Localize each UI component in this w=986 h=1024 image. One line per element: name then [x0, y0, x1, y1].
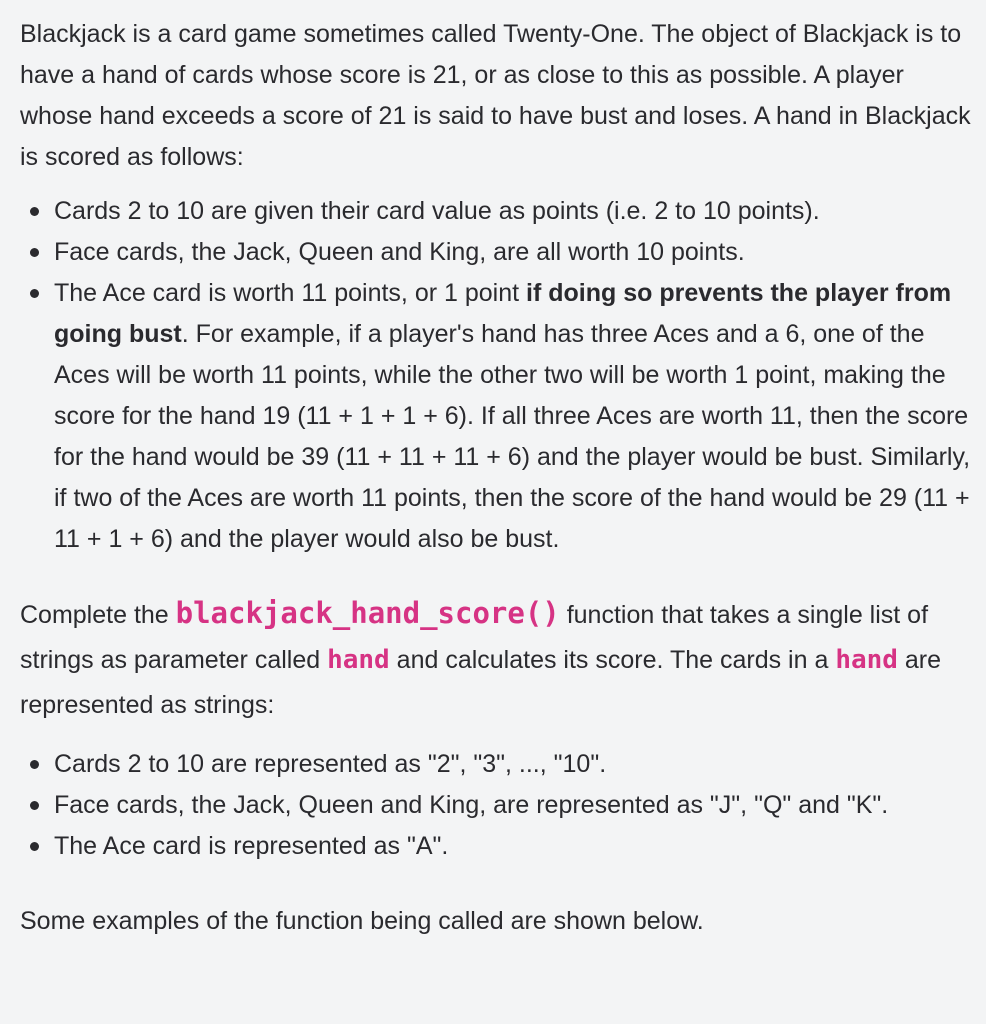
examples-intro: Some examples of the function being called are shown below. — [20, 907, 704, 935]
scoring-rules-list — [20, 191, 976, 560]
task-text: and calculates its score. The cards in a — [389, 646, 836, 674]
intro-paragraph: Blackjack is a card game sometimes called Twenty-One. The object of Blackjack is to have a hand of cards whose score is 21, or as close to this as possible. A player whose hand exceeds a score of 21 is said to have bust and loses. A hand in Blackjack is scored as follows: — [20, 20, 971, 171]
list-item: Cards 2 to 10 are represented as "2", "3", ..., "10". — [54, 744, 976, 785]
bold-emphasis: if doing so prevents the player from going bust — [54, 279, 952, 348]
task-text: Complete the — [20, 601, 176, 629]
list-item: Cards 2 to 10 are given their card value as points (i.e. 2 to 10 points). — [54, 191, 976, 232]
list-item: Face cards, the Jack, Queen and King, are all worth 10 points. — [54, 232, 976, 273]
list-item: Face cards, the Jack, Queen and King, are represented as "J", "Q" and "K". — [54, 785, 976, 826]
rule-text: . For example, if a player's hand has three Aces and a 6, one of the Aces will be worth 11 points, while the other two will be worth 1 point, making the score for the hand 19 (11 + 1 + 1 + 6). If all three Aces are worth 11, then the score for the hand would be 39 (11 + 11 + 11 + 6) and the player would be bust. Similarly, if two of the Aces are worth 11 points, then the score of the hand would be 29 (11 + 11 + 1 + 6) and the player would also be bust. — [54, 320, 971, 553]
list-item: The Ace card is represented as "A". — [54, 826, 976, 867]
representation-rules-list — [20, 744, 976, 867]
param-code: hand — [835, 645, 898, 675]
task-text: are represented as strings: — [20, 646, 942, 719]
function-name-code: blackjack_hand_score() — [175, 596, 560, 630]
list-item — [54, 273, 976, 560]
task-paragraph — [20, 591, 970, 728]
rule-text: The Ace card is worth 11 points, or 1 point — [54, 279, 527, 307]
param-code: hand — [327, 645, 390, 675]
task-text: function that takes a single list of strings as parameter called — [20, 601, 929, 674]
